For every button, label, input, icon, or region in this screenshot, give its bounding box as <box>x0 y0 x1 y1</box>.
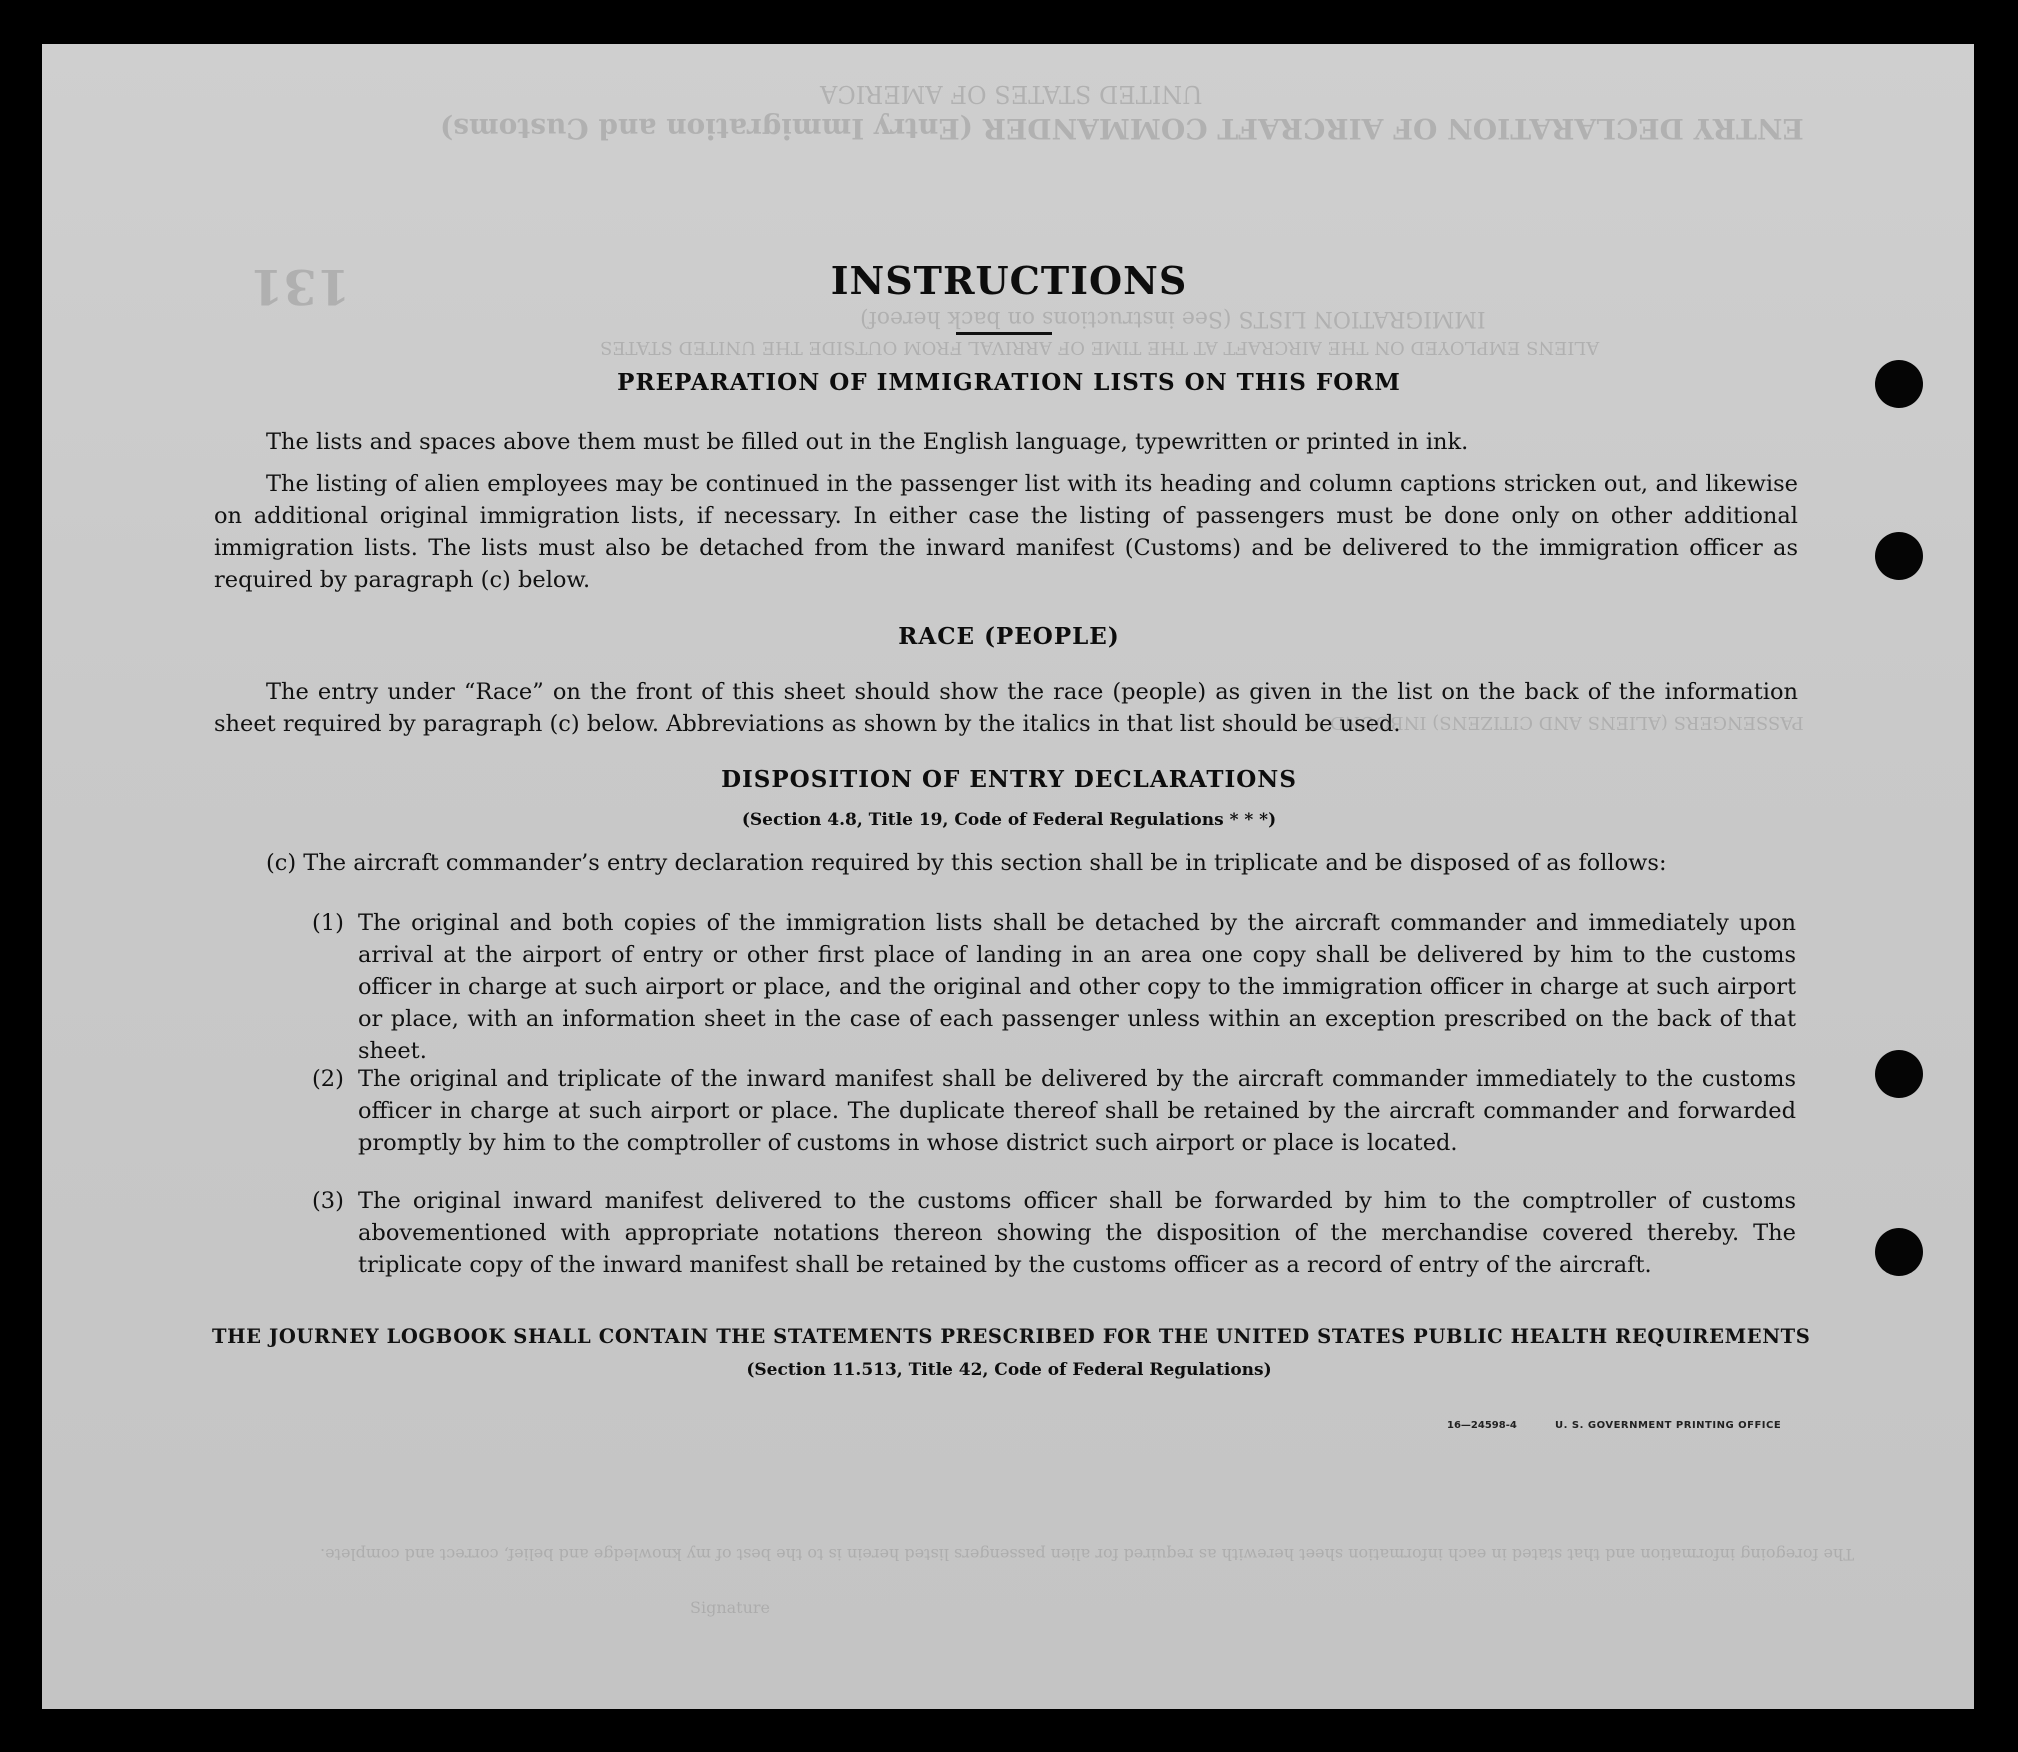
ghost-header-country: UNITED STATES OF AMERICA <box>820 80 1203 108</box>
title-underline <box>956 332 1052 335</box>
list-item-1 <box>312 907 1796 1067</box>
binder-hole-2 <box>1875 532 1923 580</box>
paragraph-alien-employees <box>214 468 1798 596</box>
list-item-3-number: (3) <box>312 1188 344 1214</box>
paragraph-lists-language-text: The lists and spaces above them must be filled out in the English language, typewritten or printed in ink. <box>266 429 1469 455</box>
ghost-immigration-lists: IMMIGRATION LISTS (See instructions on back hereof) <box>860 306 1486 331</box>
ghost-aliens-line: ALIENS EMPLOYED ON THE AIRCRAFT AT THE TIME OF ARRIVAL FROM OUTSIDE THE UNITED STATES <box>600 337 1600 358</box>
paragraph-lists-language <box>214 426 1798 458</box>
paragraph-disposition-intro <box>266 847 1798 879</box>
list-item-2-number: (2) <box>312 1066 344 1092</box>
ghost-side-number: 131 <box>250 258 351 314</box>
paragraph-race <box>214 676 1798 740</box>
list-item-2-text: The original and triplicate of the inward manifest shall be delivered by the aircraft commander immediately to the customs officer in charge at such airport or place. The duplicate thereof shall be retained by the aircraft commander and forwarded promptly by him to the comptroller of customs in whose district such airport or place is located. <box>358 1066 1796 1156</box>
ghost-header-title: ENTRY DECLARATION OF AIRCRAFT COMMANDER (Entry Immigration and Customs) <box>440 112 1804 145</box>
list-item-3-text: The original inward manifest delivered to the customs officer shall be forwarded by him to the comptroller of customs abovementioned with appropriate notations thereon showing the disposition of the merchandise covered thereby. The triplicate copy of the inward manifest shall be retained by the customs officer as a record of entry of the aircraft. <box>358 1188 1796 1278</box>
section-heading-disposition: DISPOSITION OF ENTRY DECLARATIONS <box>721 766 1297 793</box>
binder-hole-3 <box>1875 1050 1923 1098</box>
logbook-statement: THE JOURNEY LOGBOOK SHALL CONTAIN THE STATEMENTS PRESCRIBED FOR THE UNITED STATES PUBLIC HEALTH REQUIREMENTS <box>212 1325 1811 1348</box>
list-item-1-number: (1) <box>312 910 344 936</box>
paragraph-race-text: The entry under “Race” on the front of this sheet should show the race (people) as given in the list on the back of the information sheet required by paragraph (c) below. Abbreviations as shown by the italics in that list should be used. <box>214 679 1798 737</box>
printer-imprint: U. S. GOVERNMENT PRINTING OFFICE <box>1555 1420 1782 1431</box>
ghost-passengers-line: PASSENGERS (ALIENS AND CITIZENS) INBOUND <box>1330 712 1804 733</box>
section-heading-preparation: PREPARATION OF IMMIGRATION LISTS ON THIS FORM <box>617 369 1401 396</box>
logbook-citation: (Section 11.513, Title 42, Code of Federal Regulations) <box>746 1360 1272 1380</box>
paragraph-alien-employees-text: The listing of alien employees may be continued in the passenger list with its heading and column captions stricken out, and likewise on additional original immigration lists, if necessary. In either case the listing of passengers must be done only on other additional immigration lists. The lists must also be detached from the inward manifest (Customs) and be delivered to the immigration officer as required by paragraph (c) below. <box>214 471 1798 593</box>
ghost-affirmation: The foregoing information and that stated in each information sheet herewith as required for alien passengers listed herein is to the best of my knowledge and belief, correct and complete. <box>320 1545 1854 1564</box>
list-item-3 <box>312 1185 1796 1281</box>
binder-hole-4 <box>1875 1228 1923 1276</box>
list-item-2 <box>312 1063 1796 1159</box>
print-code: 16—24598-4 <box>1447 1420 1517 1431</box>
paragraph-disposition-intro-text: (c) The aircraft commander’s entry declaration required by this section shall be in triplicate and be disposed of as follows: <box>266 850 1667 876</box>
list-item-1-text: The original and both copies of the immigration lists shall be detached by the aircraft commander and immediately upon arrival at the airport of entry or other first place of landing in an area one copy shall be delivered by him to the customs officer in charge at such airport or place, and the original and other copy to the immigration officer in charge at such airport or place, with an information sheet in the case of each passenger unless within an exception prescribed on the back of that sheet. <box>358 910 1796 1064</box>
instructions-title: INSTRUCTIONS <box>830 258 1188 303</box>
ghost-signature-label: Signature <box>690 1598 771 1617</box>
section-heading-race: RACE (PEOPLE) <box>898 623 1120 650</box>
section-subheading-disposition: (Section 4.8, Title 19, Code of Federal Regulations * * *) <box>741 810 1277 830</box>
